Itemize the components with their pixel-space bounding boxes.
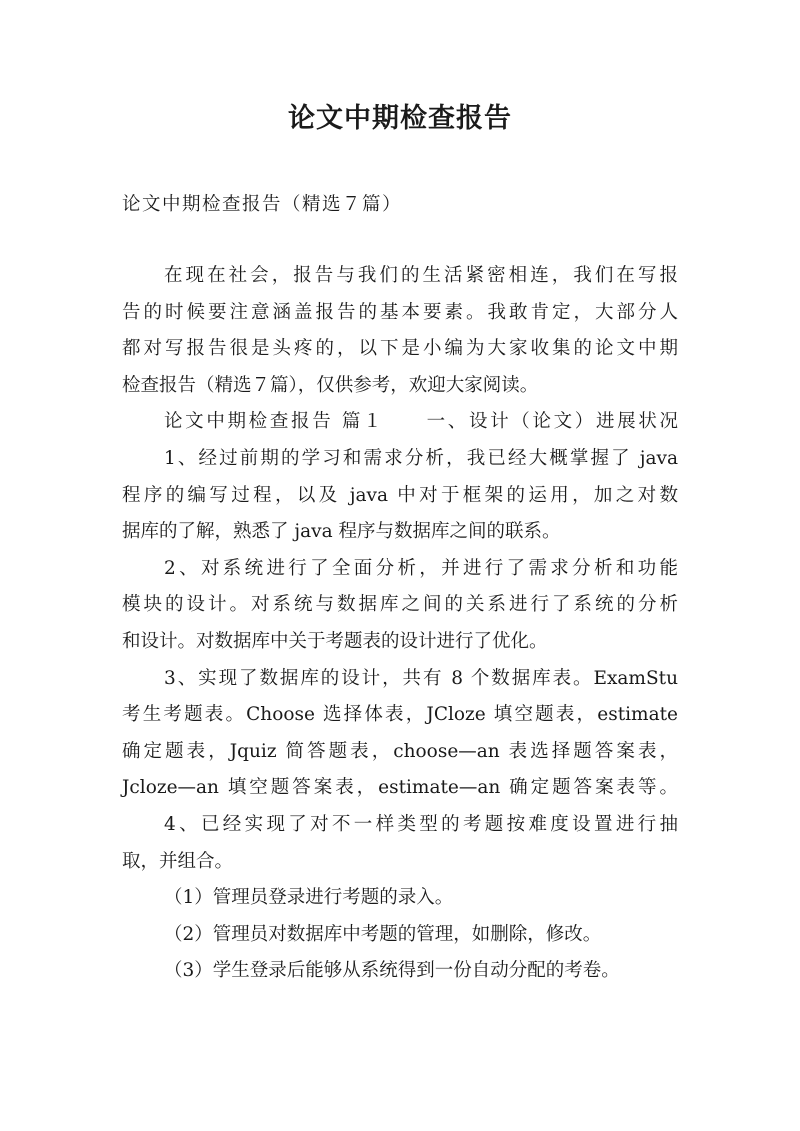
text-line: 和设计。对数据库中关于考题表的设计进行了优化。 <box>122 630 548 652</box>
document-body <box>122 258 678 990</box>
text-line: Jcloze—an 填空题答案表，estimate—an 确定题答案表等。 <box>122 777 678 799</box>
text-line: 考生考题表。Choose 选择体表，JCloze 填空题表，estimate <box>122 704 678 726</box>
text-line: 据库的了解，熟悉了 java 程序与数据库之间的联系。 <box>122 521 561 543</box>
text-line: 4、已经实现了对不一样类型的考题按难度设置进行抽 <box>164 813 678 835</box>
text-line: （3）学生登录后能够从系统得到一份自动分配的考卷。 <box>164 960 620 982</box>
subtitle: 论文中期检查报告（精选７篇） <box>122 194 403 215</box>
text-line: 模块的设计。对系统与数据库之间的关系进行了系统的分析 <box>122 594 678 616</box>
text-line: 告的时候要注意涵盖报告的基本要素。我敢肯定，大部分人 <box>122 301 678 323</box>
page-title: 论文中期检查报告 <box>288 103 512 134</box>
text-line: （2）管理员对数据库中考题的管理，如删除，修改。 <box>164 923 602 945</box>
text-line: 都对写报告很是头疼的，以下是小编为大家收集的论文中期 <box>122 338 678 360</box>
text-line: 取，并组合。 <box>122 850 234 872</box>
text-line: 3、实现了数据库的设计，共有 8 个数据库表。ExamStu <box>164 667 678 689</box>
text-line: 1、经过前期的学习和需求分析，我已经大概掌握了 java <box>164 447 678 469</box>
text-line: 在现在社会，报告与我们的生活紧密相连，我们在写报 <box>164 265 678 286</box>
text-line: 程序的编写过程，以及 java 中对于框架的运用，加之对数 <box>122 484 678 506</box>
text-line: 2、对系统进行了全面分析，并进行了需求分析和功能 <box>164 557 678 579</box>
text-line: 确定题表，Jquiz 简答题表，choose—an 表选择题答案表， <box>122 740 678 762</box>
text-line: （1）管理员登录进行考题的录入。 <box>164 887 454 909</box>
text-line: 检查报告（精选７篇），仅供参考，欢迎大家阅读。 <box>122 374 539 396</box>
text-line: 论文中期检查报告 篇１ 一、设计（论文）进展状况 <box>164 411 678 433</box>
